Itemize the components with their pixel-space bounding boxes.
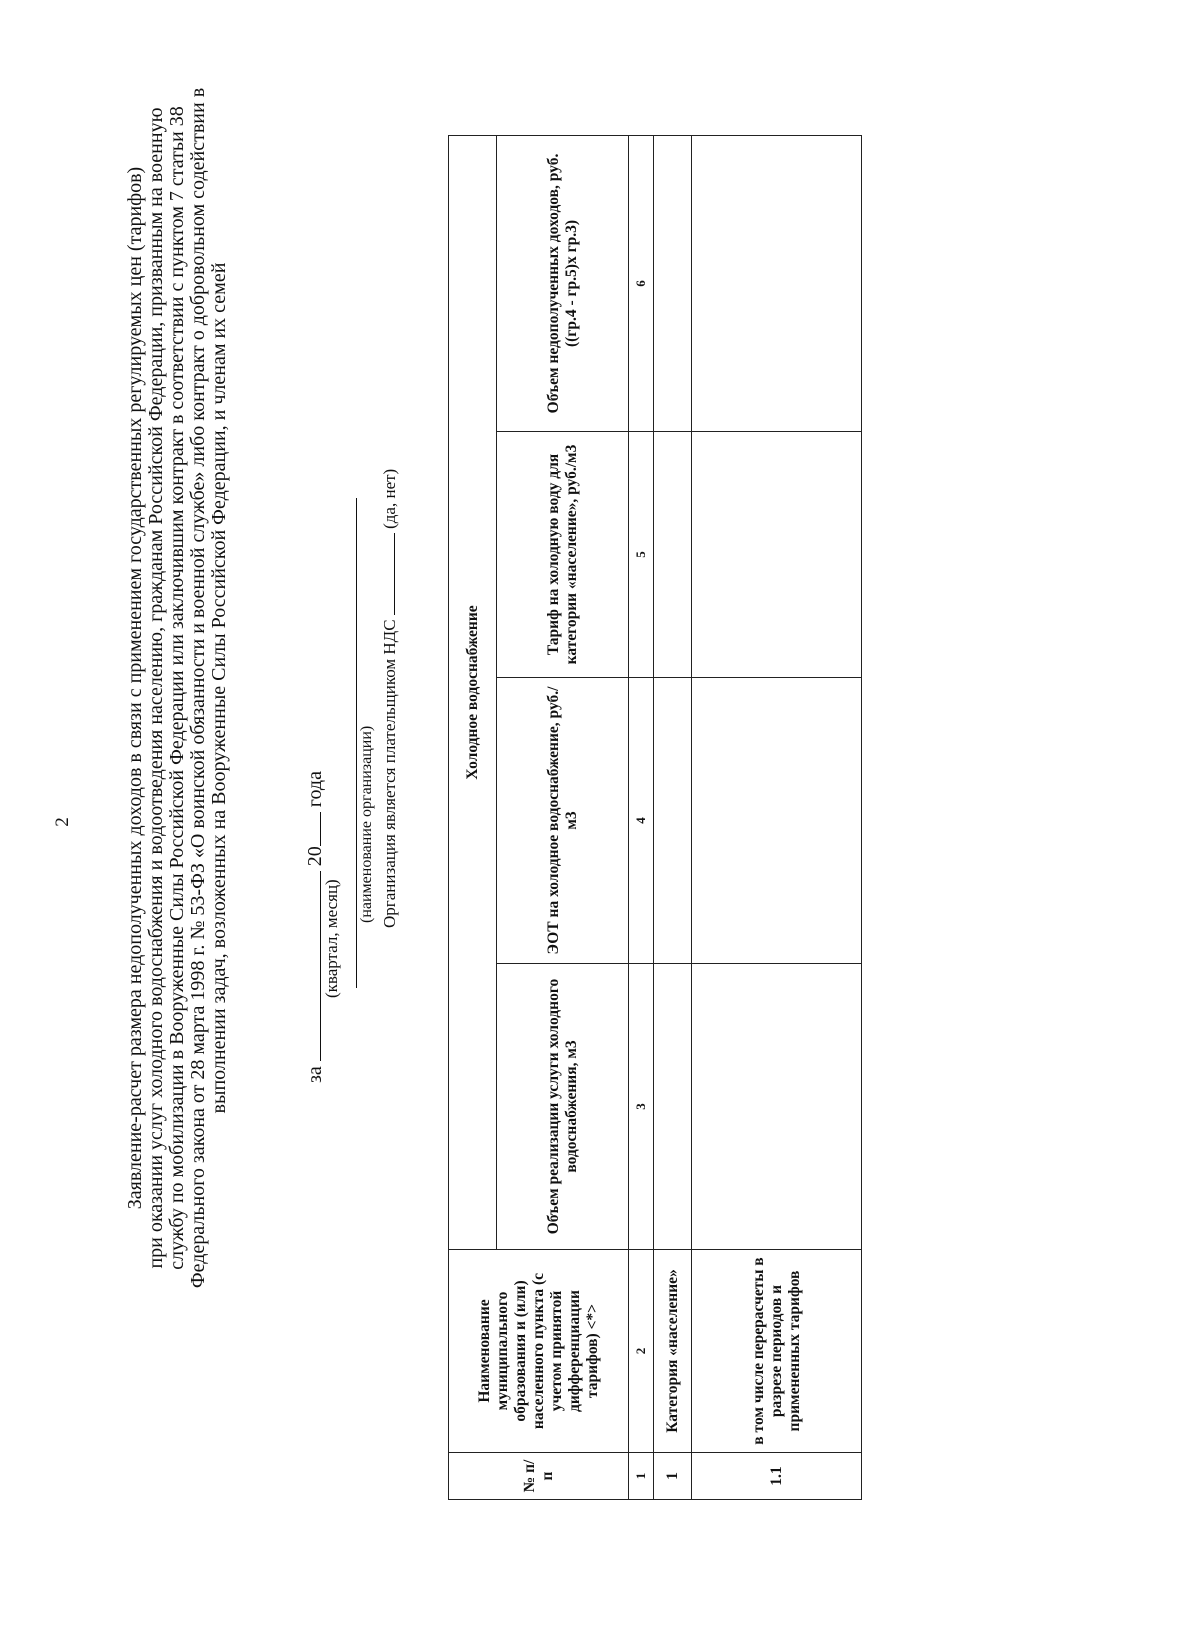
cell-volume[interactable] <box>692 964 862 1250</box>
period-year-prefix: 20 <box>304 846 326 867</box>
period-prefix: за <box>304 1066 326 1083</box>
title-line: выполнении задач, возложенных на Вооруженные Силы Российской Федерации, и членам их семей <box>208 262 230 1114</box>
header-municipality: Наименование муниципального образования и (или) населенного пункта (с учетом принятой дифференциации тарифов) <*> <box>449 1250 629 1453</box>
row-number: 1.1 <box>692 1453 862 1500</box>
row-name: Категория «население» <box>654 1250 692 1453</box>
table-header-row <box>449 135 497 1499</box>
cell-eot[interactable] <box>654 678 692 964</box>
cell-tariff[interactable] <box>692 432 862 678</box>
vat-label: Организация является плательщиком НДС <box>380 619 399 928</box>
table-row <box>692 135 862 1499</box>
header-eot: ЭОТ на холодное водоснабжение, руб./м3 <box>497 678 629 964</box>
title-line: при оказании услуг холодного водоснабжения и водоотведения населению, гражданам Российской Федерации, призванным на военную <box>145 107 167 1269</box>
row-number: 1 <box>654 1453 692 1500</box>
title-line: Заявление-расчет размера недополученных доходов в связи с применением государственных регулируемых цен (тарифов) <box>124 166 146 1210</box>
organization-name-blank[interactable] <box>348 498 357 988</box>
organization-hint: (наименование организации) <box>358 725 375 923</box>
column-number: 5 <box>629 432 654 678</box>
vat-field <box>380 469 400 928</box>
header-volume: Объем реализации услуги холодного водоснабжения, м3 <box>497 964 629 1250</box>
row-name: в том числе перерасчеты в разрезе периодов и примененных тарифов <box>692 1250 862 1453</box>
vat-blank[interactable] <box>380 533 395 615</box>
document-title <box>125 23 230 1353</box>
title-line: службу по мобилизации в Вооруженные Силы Российской Федерации или заключившим контракт в соответствии с пунктом 7 статьи 38 <box>166 106 188 1270</box>
header-cold-water-supply: Холодное водоснабжение <box>449 135 497 1249</box>
header-lost-income: Объем недополученных доходов, руб. ((гр.4 - гр.5)х гр.3) <box>497 135 629 431</box>
header-number: № п/п <box>449 1453 629 1500</box>
cell-lost-income[interactable] <box>654 135 692 431</box>
period-hint: (квартал, месяц) <box>322 879 341 998</box>
column-numbers-row <box>629 135 654 1499</box>
cell-lost-income[interactable] <box>692 135 862 431</box>
column-number: 4 <box>629 678 654 964</box>
header-tariff: Тариф на холодную воду для категории «население», руб./м3 <box>497 432 629 678</box>
calculation-table <box>448 135 862 1500</box>
column-number: 1 <box>629 1453 654 1500</box>
cell-volume[interactable] <box>654 964 692 1250</box>
cell-tariff[interactable] <box>654 432 692 678</box>
period-blank[interactable] <box>302 871 321 1061</box>
page-number: 2 <box>52 817 73 827</box>
cell-eot[interactable] <box>692 678 862 964</box>
column-number: 6 <box>629 135 654 431</box>
column-number: 3 <box>629 964 654 1250</box>
table-row <box>654 135 692 1499</box>
year-blank[interactable] <box>302 812 321 846</box>
vat-hint: (да, нет) <box>380 468 399 529</box>
column-number: 2 <box>629 1250 654 1453</box>
period-year-suffix: года <box>304 771 326 808</box>
title-line: Федерального закона от 28 марта 1998 г. № 53-ФЗ «О воинской обязанности и военной службе» либо контракт о добровольном содействии в <box>187 87 209 1289</box>
